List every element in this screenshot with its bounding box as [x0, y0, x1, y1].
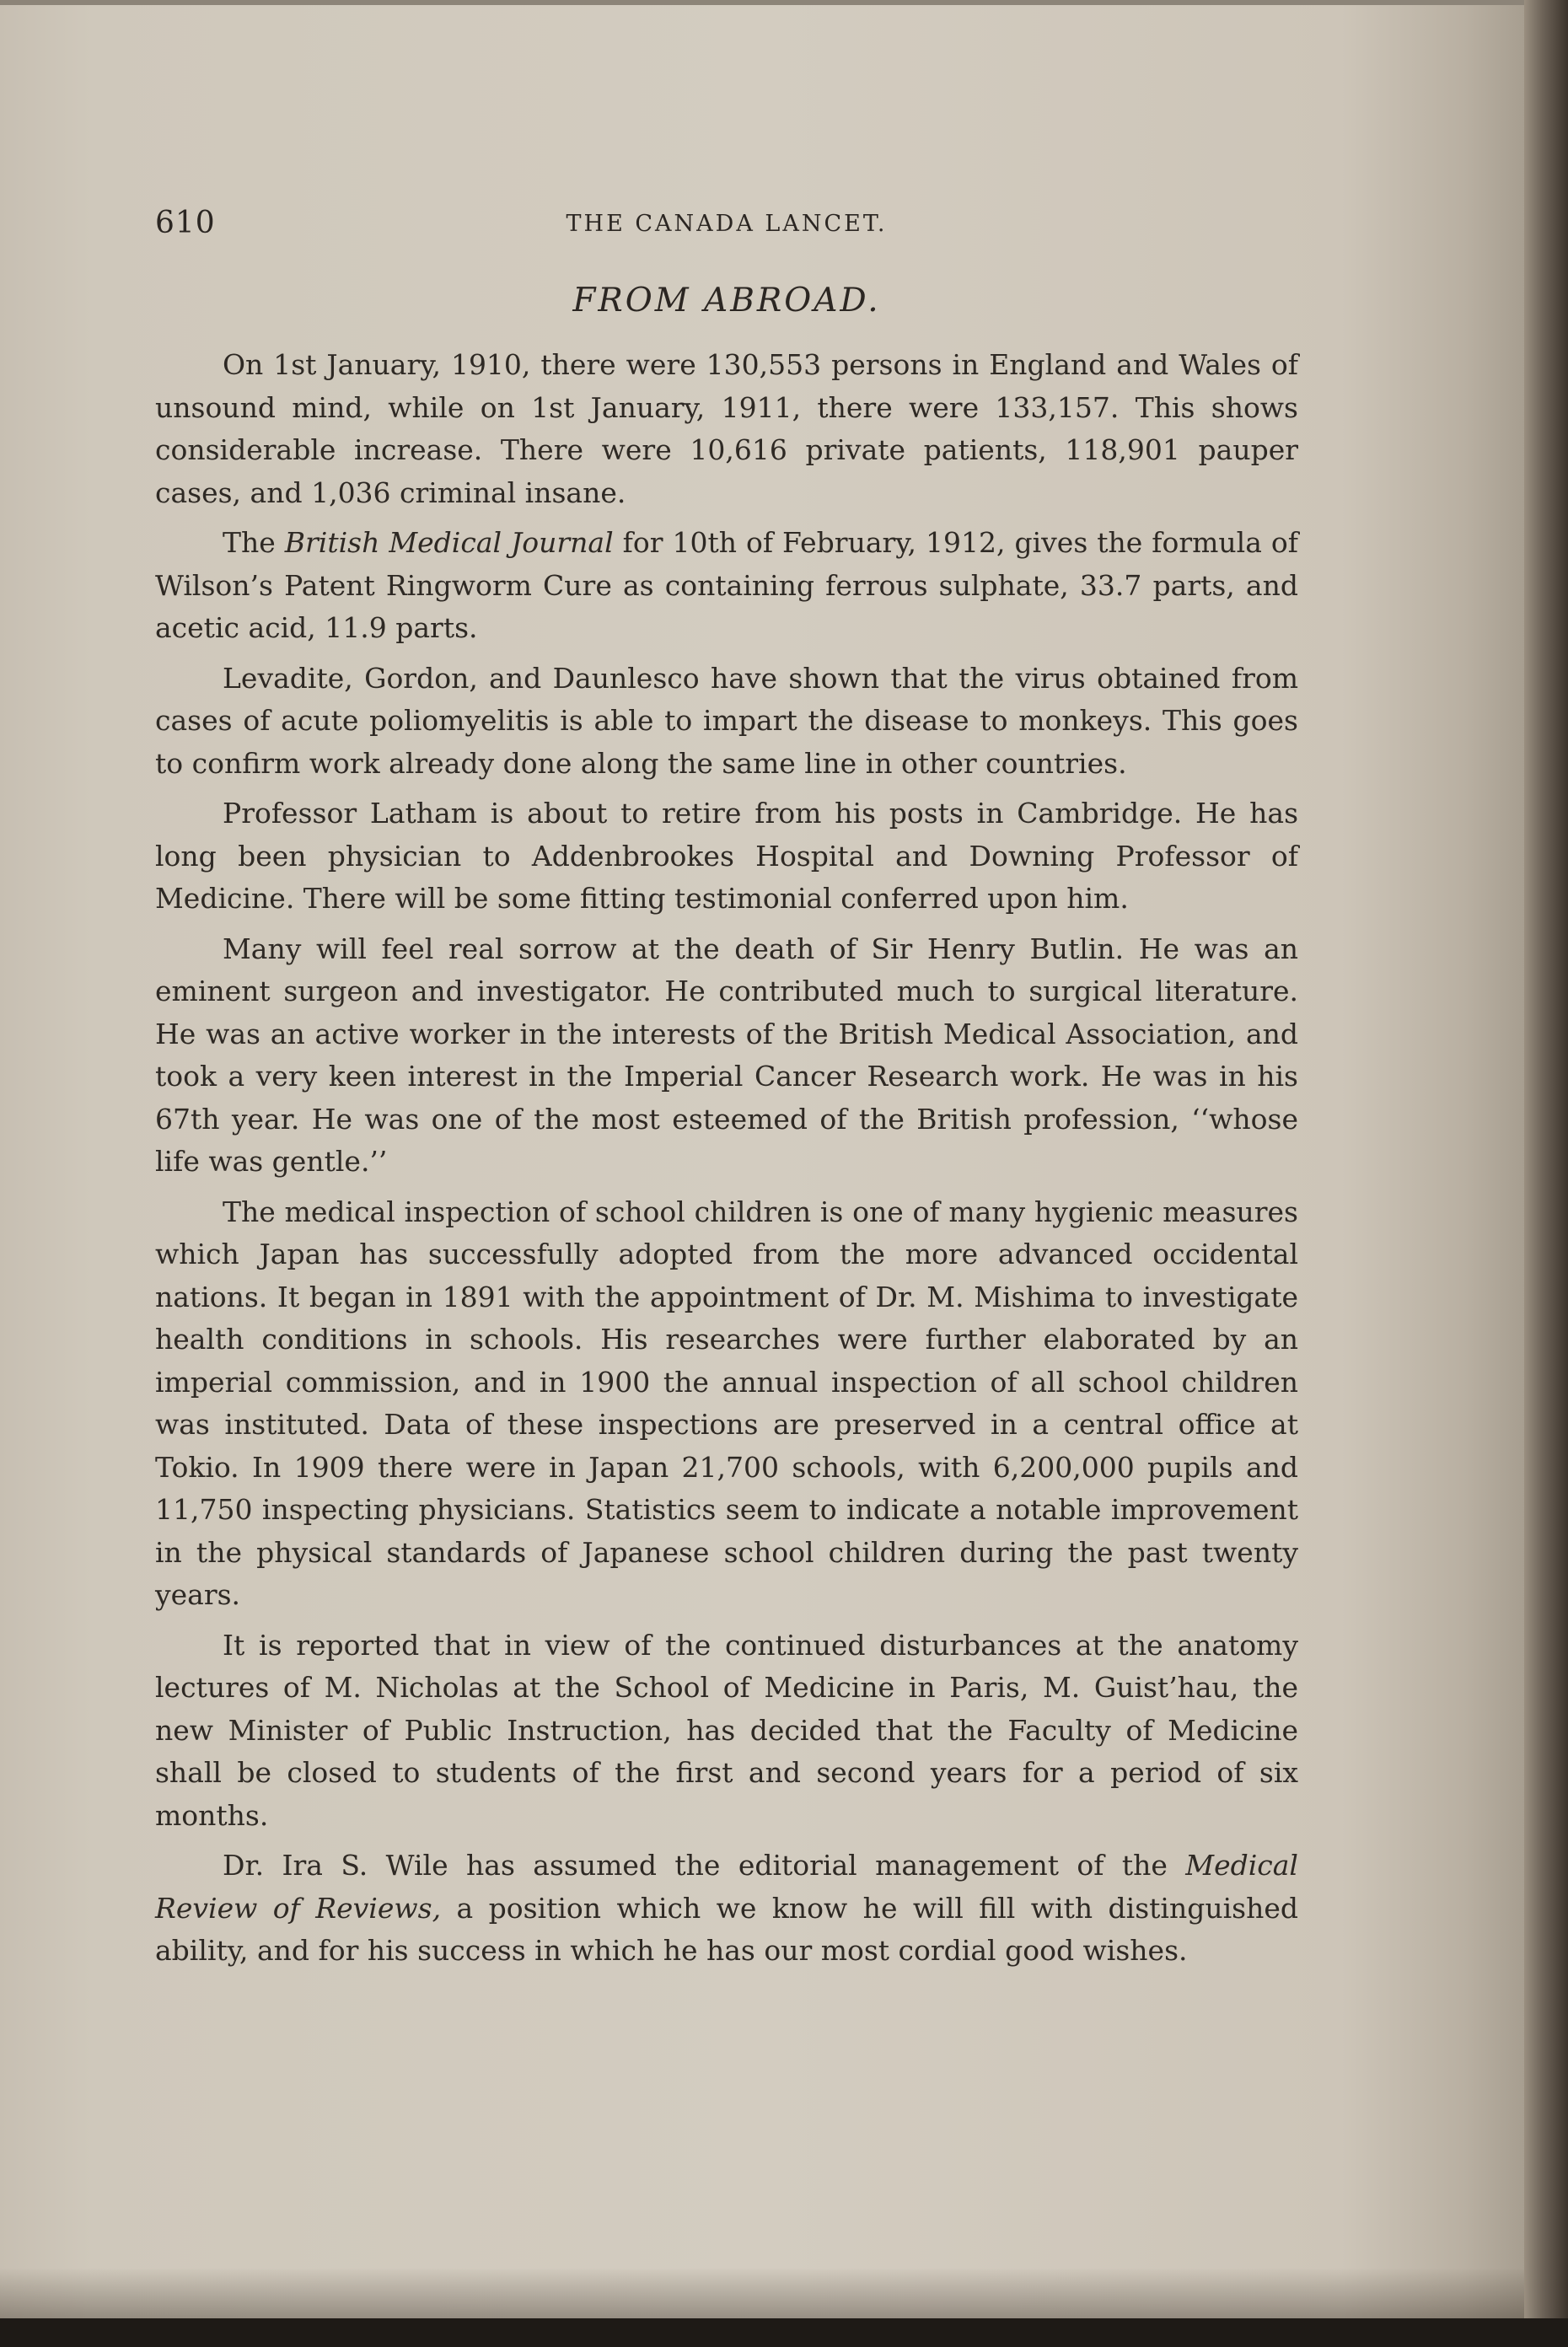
article-body [155, 344, 1298, 1980]
paragraph-professor-latham: Professor Latham is about to retire from his posts in Cambridge. He has long been physician to Addenbrookes Hospital and Downing Professor of Medicine. There will be some fitting testimonial conferred upon him. [155, 797, 1298, 915]
book-binding-edge [1524, 0, 1568, 2347]
journal-name-italic: British Medical Journal [284, 526, 614, 559]
paragraph-japan-school-inspection: The medical inspection of school children is one of many hygienic measures which Japan has successfully adopted from the more advanced occidental nations. It began in 1891 with the appointment of Dr. M. Mishima to investigate health conditions in schools. His researches were further elaborated by an imperial commission, and in 1900 the annual inspection of all school children was instituted. Data of these inspections are preserved in a central office at Tokio. In 1909 there were in Japan 21,700 schools, with 6,200,000 pupils and 11,750 inspecting physicians. Statistics seem to indicate a notable improvement in the physical standards of Japanese school children during the past twenty years. [155, 1195, 1298, 1611]
paragraph-text-post: a position which we know he will fill with distinguished ability, and for his success in which he has our most cordial good wishes. [155, 1891, 1298, 1967]
paragraph-text-pre: Dr. Ira S. Wile has assumed the editorial management of the [223, 1849, 1186, 1882]
running-head [155, 206, 1298, 248]
scan-bottom-edge [0, 2318, 1568, 2347]
page-number: 610 [155, 206, 216, 240]
page-top-edge [0, 0, 1524, 5]
paragraph-text-pre: The [223, 526, 285, 559]
paragraph-henry-butlin: Many will feel real sorrow at the death of Sir Henry Butlin. He was an eminent surgeon and investigator. He contributed much to surgical literature. He was an active worker in the interests of the British Medical Association, and took a very keen interest in the Imperial Cancer Research work. He was in his 67th year. He was one of the most esteemed of the British profession, ‘‘whose life was gentle.’’ [155, 932, 1298, 1178]
paragraph-asylum-statistics: On 1st January, 1910, there were 130,553 persons in England and Wales of unsound mind, while on 1st January, 1911, there were 133,157. This shows considerable increase. There were 10,616 private patients, 118,901 pauper cases, and 1,036 criminal insane. [155, 348, 1298, 509]
paragraph-poliomyelitis: Levadite, Gordon, and Daunlesco have shown that the virus obtained from cases of acute poliomyelitis is able to impart the disease to monkeys. This goes to confirm work already done along the same line in other countries. [155, 661, 1298, 780]
paragraph-ringworm-cure [155, 522, 1298, 650]
paragraph-ira-wile [155, 1845, 1298, 1973]
paragraph-text-post: for 10th of February, 1912, gives the formula of Wilson’s Patent Ringworm Cure as containing ferrous sulphate, 33.7 parts, and acetic acid, 11.9 parts. [155, 526, 1298, 644]
paragraph-paris-medical-school: It is reported that in view of the continued disturbances at the anatomy lectures of M. Nicholas at the School of Medicine in Paris, M. Guist’hau, the new Minister of Public Instruction, has decided that the Faculty of Medicine shall be closed to students of the first and second years for a period of six months. [155, 1628, 1298, 1832]
journal-title: THE CANADA LANCET. [566, 211, 888, 237]
section-title: FROM ABROAD. [572, 282, 881, 320]
journal-name-italic: Medical Review of Reviews, [155, 1849, 1298, 1925]
